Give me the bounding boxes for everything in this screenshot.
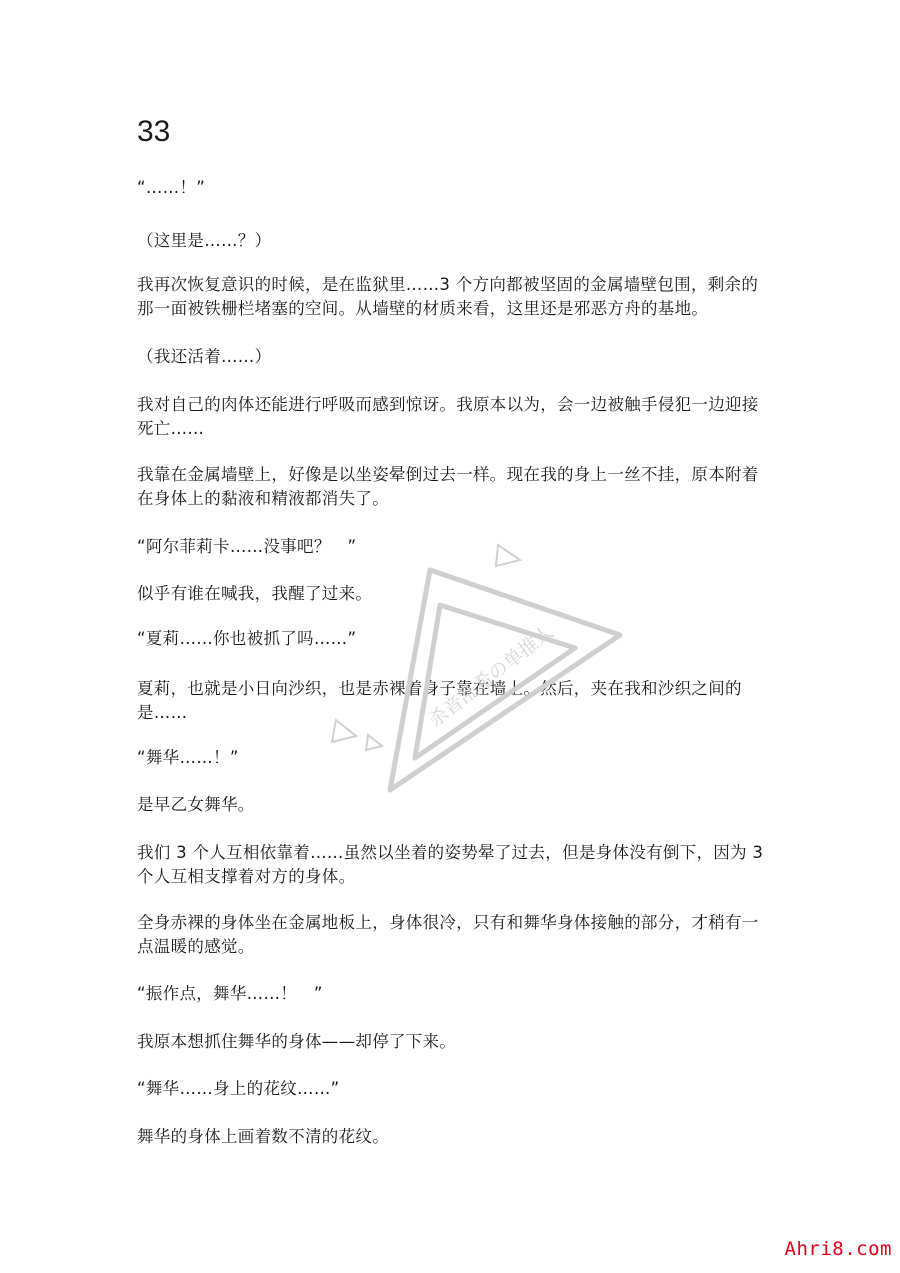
paragraph: “……！” — [137, 178, 206, 197]
paragraph: 是早乙女舞华。 — [137, 795, 255, 814]
triangle-logo-icon — [320, 530, 640, 810]
paragraph: 我再次恢复意识的时候，是在监狱里……3 个方向都被坚固的金属墙壁包围，剩余的那一面被铁栅栏堵塞的空间。从墙壁的材质来看，这里还是邪恶方舟的基地。 — [137, 275, 759, 318]
paragraph: 夏莉，也就是小日向沙织，也是赤裸着身子靠在墙上。然后，夹在我和沙织之间的是…… — [137, 679, 742, 722]
paragraph: “阿尔菲莉卡……没事吧？ ” — [137, 537, 357, 556]
site-mark: Ahri8.com — [784, 1238, 892, 1260]
paragraph: 我们 3 个人互相依靠着……虽然以坐着的姿势晕了过去，但是身体没有倒下，因为 3 个人互相支撑着对方的身体。 — [137, 843, 764, 886]
paragraph: “夏莉……你也被抓了吗……” — [137, 629, 357, 648]
paragraph: “舞华……身上的花纹……” — [137, 1079, 340, 1098]
paragraph: 我靠在金属墙壁上，好像是以坐姿晕倒过去一样。现在我的身上一丝不挂，原本附着在身体上的黏液和精液都消失了。 — [137, 465, 759, 508]
paragraph: （这里是……？） — [137, 231, 272, 250]
paragraph: （我还活着……） — [137, 347, 272, 366]
paragraph: “振作点，舞华……！ ” — [137, 984, 323, 1003]
paragraph: 我对自己的肉体还能进行呼吸而感到惊讶。我原本以为，会一边被触手侵犯一边迎接死亡…… — [137, 395, 759, 438]
paragraph: “舞华……！” — [137, 748, 239, 767]
chapter-number: 33 — [137, 115, 171, 148]
paragraph: 全身赤裸的身体坐在金属地板上，身体很冷，只有和舞华身体接触的部分，才稍有一点温暖的感觉。 — [137, 913, 759, 956]
paragraph: 我原本想抓住舞华的身体——却停了下来。 — [137, 1032, 457, 1051]
watermark-text: 杀音乱希の单推人 — [424, 620, 558, 732]
paragraph: 似乎有谁在喊我，我醒了过来。 — [137, 584, 373, 603]
paragraph: 舞华的身体上画着数不清的花纹。 — [137, 1127, 389, 1146]
